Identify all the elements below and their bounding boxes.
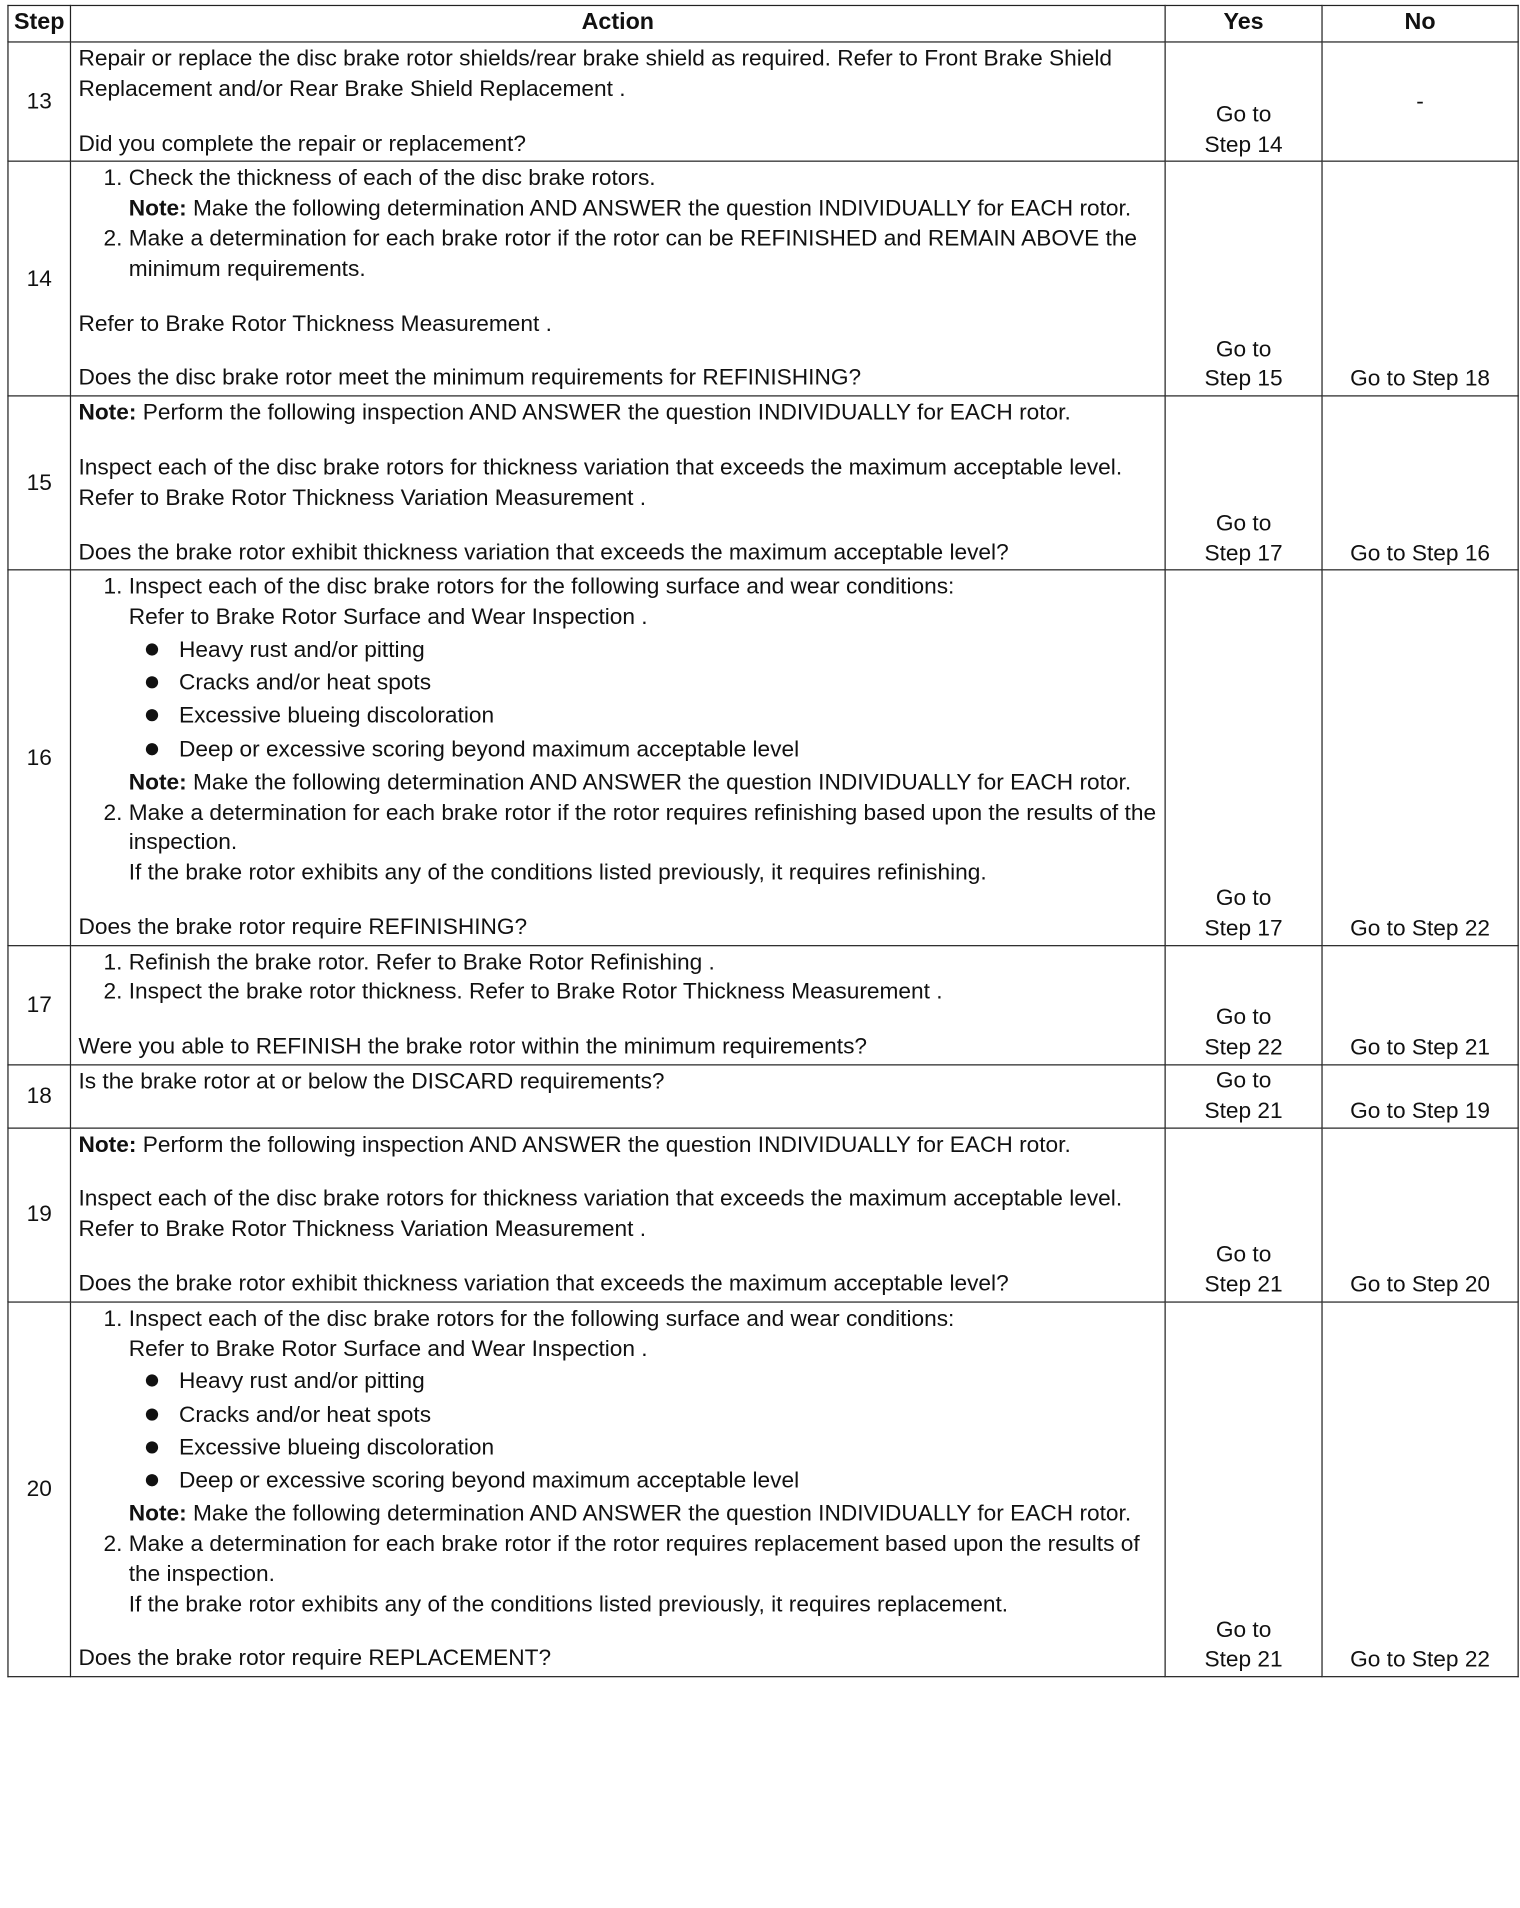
item-text: 2. Make a determination for each brake rotor if the rotor requires refinishing based upon the results of the inspection. xyxy=(128,798,1157,855)
note-label: Note: xyxy=(78,399,137,425)
bullet-item: Heavy rust and/or pitting xyxy=(146,1366,1157,1396)
note-label: Note: xyxy=(128,768,187,794)
list-item: 1. Refinish the brake rotor. Refer to Brake Rotor Refinishing . xyxy=(129,947,1157,977)
note-label: Note: xyxy=(128,194,187,221)
action-question: Were you able to REFINISH the brake rotor within the minimum requirements? xyxy=(78,1032,868,1059)
action-question: Did you complete the repair or replacement? xyxy=(78,129,526,156)
action-cell xyxy=(70,42,1165,162)
yes-step: Step 17 xyxy=(1204,914,1283,941)
action-cell xyxy=(70,396,1165,570)
note-text: Make the following determination AND ANSWER the question INDIVIDUALLY for EACH rotor. xyxy=(192,194,1132,221)
no-cell: - xyxy=(1322,42,1518,162)
note-label: Note: xyxy=(128,1499,187,1526)
yes-goto: Go to xyxy=(1215,1066,1272,1093)
note-text: Make the following determination AND ANSWER the question INDIVIDUALLY for EACH rotor. xyxy=(192,768,1132,794)
yes-cell xyxy=(1165,945,1322,1065)
list-item xyxy=(129,572,1157,797)
yes-cell xyxy=(1165,396,1322,570)
bullet-list xyxy=(129,1366,1157,1495)
yes-step: Step 15 xyxy=(1204,365,1283,391)
step-number: 16 xyxy=(8,570,71,945)
numbered-list xyxy=(78,947,1157,1007)
note xyxy=(129,767,1157,797)
step-number: 18 xyxy=(8,1065,71,1128)
table-row xyxy=(8,42,1518,162)
no-cell: Go to Step 18 xyxy=(1322,162,1518,396)
action-text: Repair or replace the disc brake rotor shields/rear brake shield as required. Refer to Front Brake Shield Replacement and/or Rear Brake Shield Replacement . xyxy=(78,45,1113,101)
no-cell: Go to Step 16 xyxy=(1322,396,1518,570)
yes-goto: Go to xyxy=(1215,1240,1272,1267)
action-text: Inspect each of the disc brake rotors for thickness variation that exceeds the maximum acceptable level. Refer to Brake Rotor Thickness Variation Measurement . xyxy=(78,1185,1123,1241)
table-row xyxy=(8,1302,1518,1677)
list-item xyxy=(129,163,1157,223)
action-text: Inspect each of the disc brake rotors for thickness variation that exceeds the maximum acceptable level. Refer to Brake Rotor Thickness Variation Measurement . xyxy=(78,453,1123,510)
action-cell xyxy=(70,570,1165,945)
table-row xyxy=(8,1128,1518,1302)
note-label: Note: xyxy=(78,1130,137,1157)
note-text: Perform the following inspection AND ANSWER the question INDIVIDUALLY for EACH rotor. xyxy=(142,1130,1071,1157)
item-text: 1. Check the thickness of each of the disc brake rotors. xyxy=(128,164,656,191)
bullet-item: Cracks and/or heat spots xyxy=(146,668,1157,698)
table-row xyxy=(8,1065,1518,1128)
action-question: Does the brake rotor exhibit thickness variation that exceeds the maximum acceptable level? xyxy=(78,1269,1009,1296)
table-row xyxy=(8,945,1518,1065)
yes-cell xyxy=(1165,42,1322,162)
item-refer: Refer to Brake Rotor Surface and Wear Inspection . xyxy=(128,1335,648,1361)
list-item xyxy=(129,797,1157,887)
yes-goto: Go to xyxy=(1215,335,1272,361)
bullet-item: Deep or excessive scoring beyond maximum acceptable level xyxy=(146,734,1157,764)
numbered-list xyxy=(78,163,1157,284)
list-item xyxy=(129,224,1157,284)
no-cell: Go to Step 22 xyxy=(1322,1302,1518,1677)
yes-goto: Go to xyxy=(1215,509,1272,535)
action-refer: Refer to Brake Rotor Thickness Measurement . xyxy=(78,309,552,336)
yes-cell xyxy=(1165,162,1322,396)
list-item xyxy=(129,1304,1157,1529)
step-number: 19 xyxy=(8,1128,71,1302)
numbered-list xyxy=(78,572,1157,888)
header-action: Action xyxy=(70,5,1165,41)
yes-step: Step 14 xyxy=(1204,130,1283,157)
item-text: 1. Inspect each of the disc brake rotors for the following surface and wear conditions: xyxy=(128,1304,955,1331)
action-cell xyxy=(70,1065,1165,1128)
yes-goto: Go to xyxy=(1215,884,1272,910)
yes-goto: Go to xyxy=(1215,1615,1272,1642)
header-step: Step xyxy=(8,5,71,41)
header-yes: Yes xyxy=(1165,5,1322,41)
action-question: Does the disc brake rotor meet the minimum requirements for REFINISHING? xyxy=(78,364,862,390)
no-cell: Go to Step 22 xyxy=(1322,570,1518,945)
yes-step: Step 21 xyxy=(1204,1096,1283,1123)
bullet-item: Cracks and/or heat spots xyxy=(146,1400,1157,1430)
item-text: 2. Make a determination for each brake rotor if the rotor requires replacement based upon the results of the inspection. xyxy=(128,1530,1140,1586)
yes-cell xyxy=(1165,1128,1322,1302)
note xyxy=(78,398,1157,428)
bullet-item: Deep or excessive scoring beyond maximum acceptable level xyxy=(146,1466,1157,1496)
action-cell xyxy=(70,1302,1165,1677)
note xyxy=(78,1130,1157,1160)
item-text: If the brake rotor exhibits any of the conditions listed previously, it requires refinishing. xyxy=(128,858,987,885)
step-number: 17 xyxy=(8,945,71,1065)
action-question: Does the brake rotor require REFINISHING? xyxy=(78,913,528,939)
yes-goto: Go to xyxy=(1215,1004,1272,1030)
item-text: If the brake rotor exhibits any of the conditions listed previously, it requires replacement. xyxy=(128,1590,1009,1616)
list-item: 2. Inspect the brake rotor thickness. Refer to Brake Rotor Thickness Measurement . xyxy=(129,977,1157,1007)
note-text: Perform the following inspection AND ANSWER the question INDIVIDUALLY for EACH rotor. xyxy=(142,399,1071,425)
yes-step: Step 22 xyxy=(1204,1034,1283,1060)
table-row xyxy=(8,396,1518,570)
step-number: 14 xyxy=(8,162,71,396)
header-row xyxy=(8,5,1518,41)
action-question: Does the brake rotor require REPLACEMENT? xyxy=(78,1644,552,1671)
no-cell: Go to Step 21 xyxy=(1322,945,1518,1065)
step-number: 20 xyxy=(8,1302,71,1677)
bullet-list xyxy=(129,635,1157,764)
no-cell: Go to Step 19 xyxy=(1322,1065,1518,1128)
action-question: Is the brake rotor at or below the DISCARD requirements? xyxy=(78,1068,665,1094)
yes-cell xyxy=(1165,570,1322,945)
action-cell xyxy=(70,1128,1165,1302)
bullet-item: Heavy rust and/or pitting xyxy=(146,635,1157,665)
numbered-list xyxy=(78,1304,1157,1620)
bullet-item: Excessive blueing discoloration xyxy=(146,1433,1157,1463)
table-row xyxy=(8,570,1518,945)
yes-step: Step 21 xyxy=(1204,1646,1283,1672)
action-cell xyxy=(70,162,1165,396)
item-text: 1. Inspect each of the disc brake rotors for the following surface and wear conditions: xyxy=(128,573,955,599)
yes-cell xyxy=(1165,1065,1322,1128)
yes-cell xyxy=(1165,1302,1322,1677)
no-cell: Go to Step 20 xyxy=(1322,1128,1518,1302)
yes-step: Step 21 xyxy=(1204,1271,1283,1297)
note-text: Make the following determination AND ANSWER the question INDIVIDUALLY for EACH rotor. xyxy=(192,1499,1132,1526)
item-refer: Refer to Brake Rotor Surface and Wear Inspection . xyxy=(128,603,648,630)
list-item xyxy=(129,1529,1157,1619)
bullet-item: Excessive blueing discoloration xyxy=(146,701,1157,731)
action-cell xyxy=(70,945,1165,1065)
table-row xyxy=(8,162,1518,396)
note xyxy=(129,1499,1157,1529)
yes-step: Step 17 xyxy=(1204,539,1283,566)
step-number: 13 xyxy=(8,42,71,162)
note xyxy=(129,194,1157,224)
diagnostic-table xyxy=(7,5,1518,1678)
item-text: 2. Make a determination for each brake rotor if the rotor can be REFINISHED and REMAIN ABOVE the minimum requirements. xyxy=(128,224,1138,281)
header-no: No xyxy=(1322,5,1518,41)
action-question: Does the brake rotor exhibit thickness variation that exceeds the maximum acceptable level? xyxy=(78,538,1009,564)
yes-goto: Go to xyxy=(1215,100,1272,127)
step-number: 15 xyxy=(8,396,71,570)
